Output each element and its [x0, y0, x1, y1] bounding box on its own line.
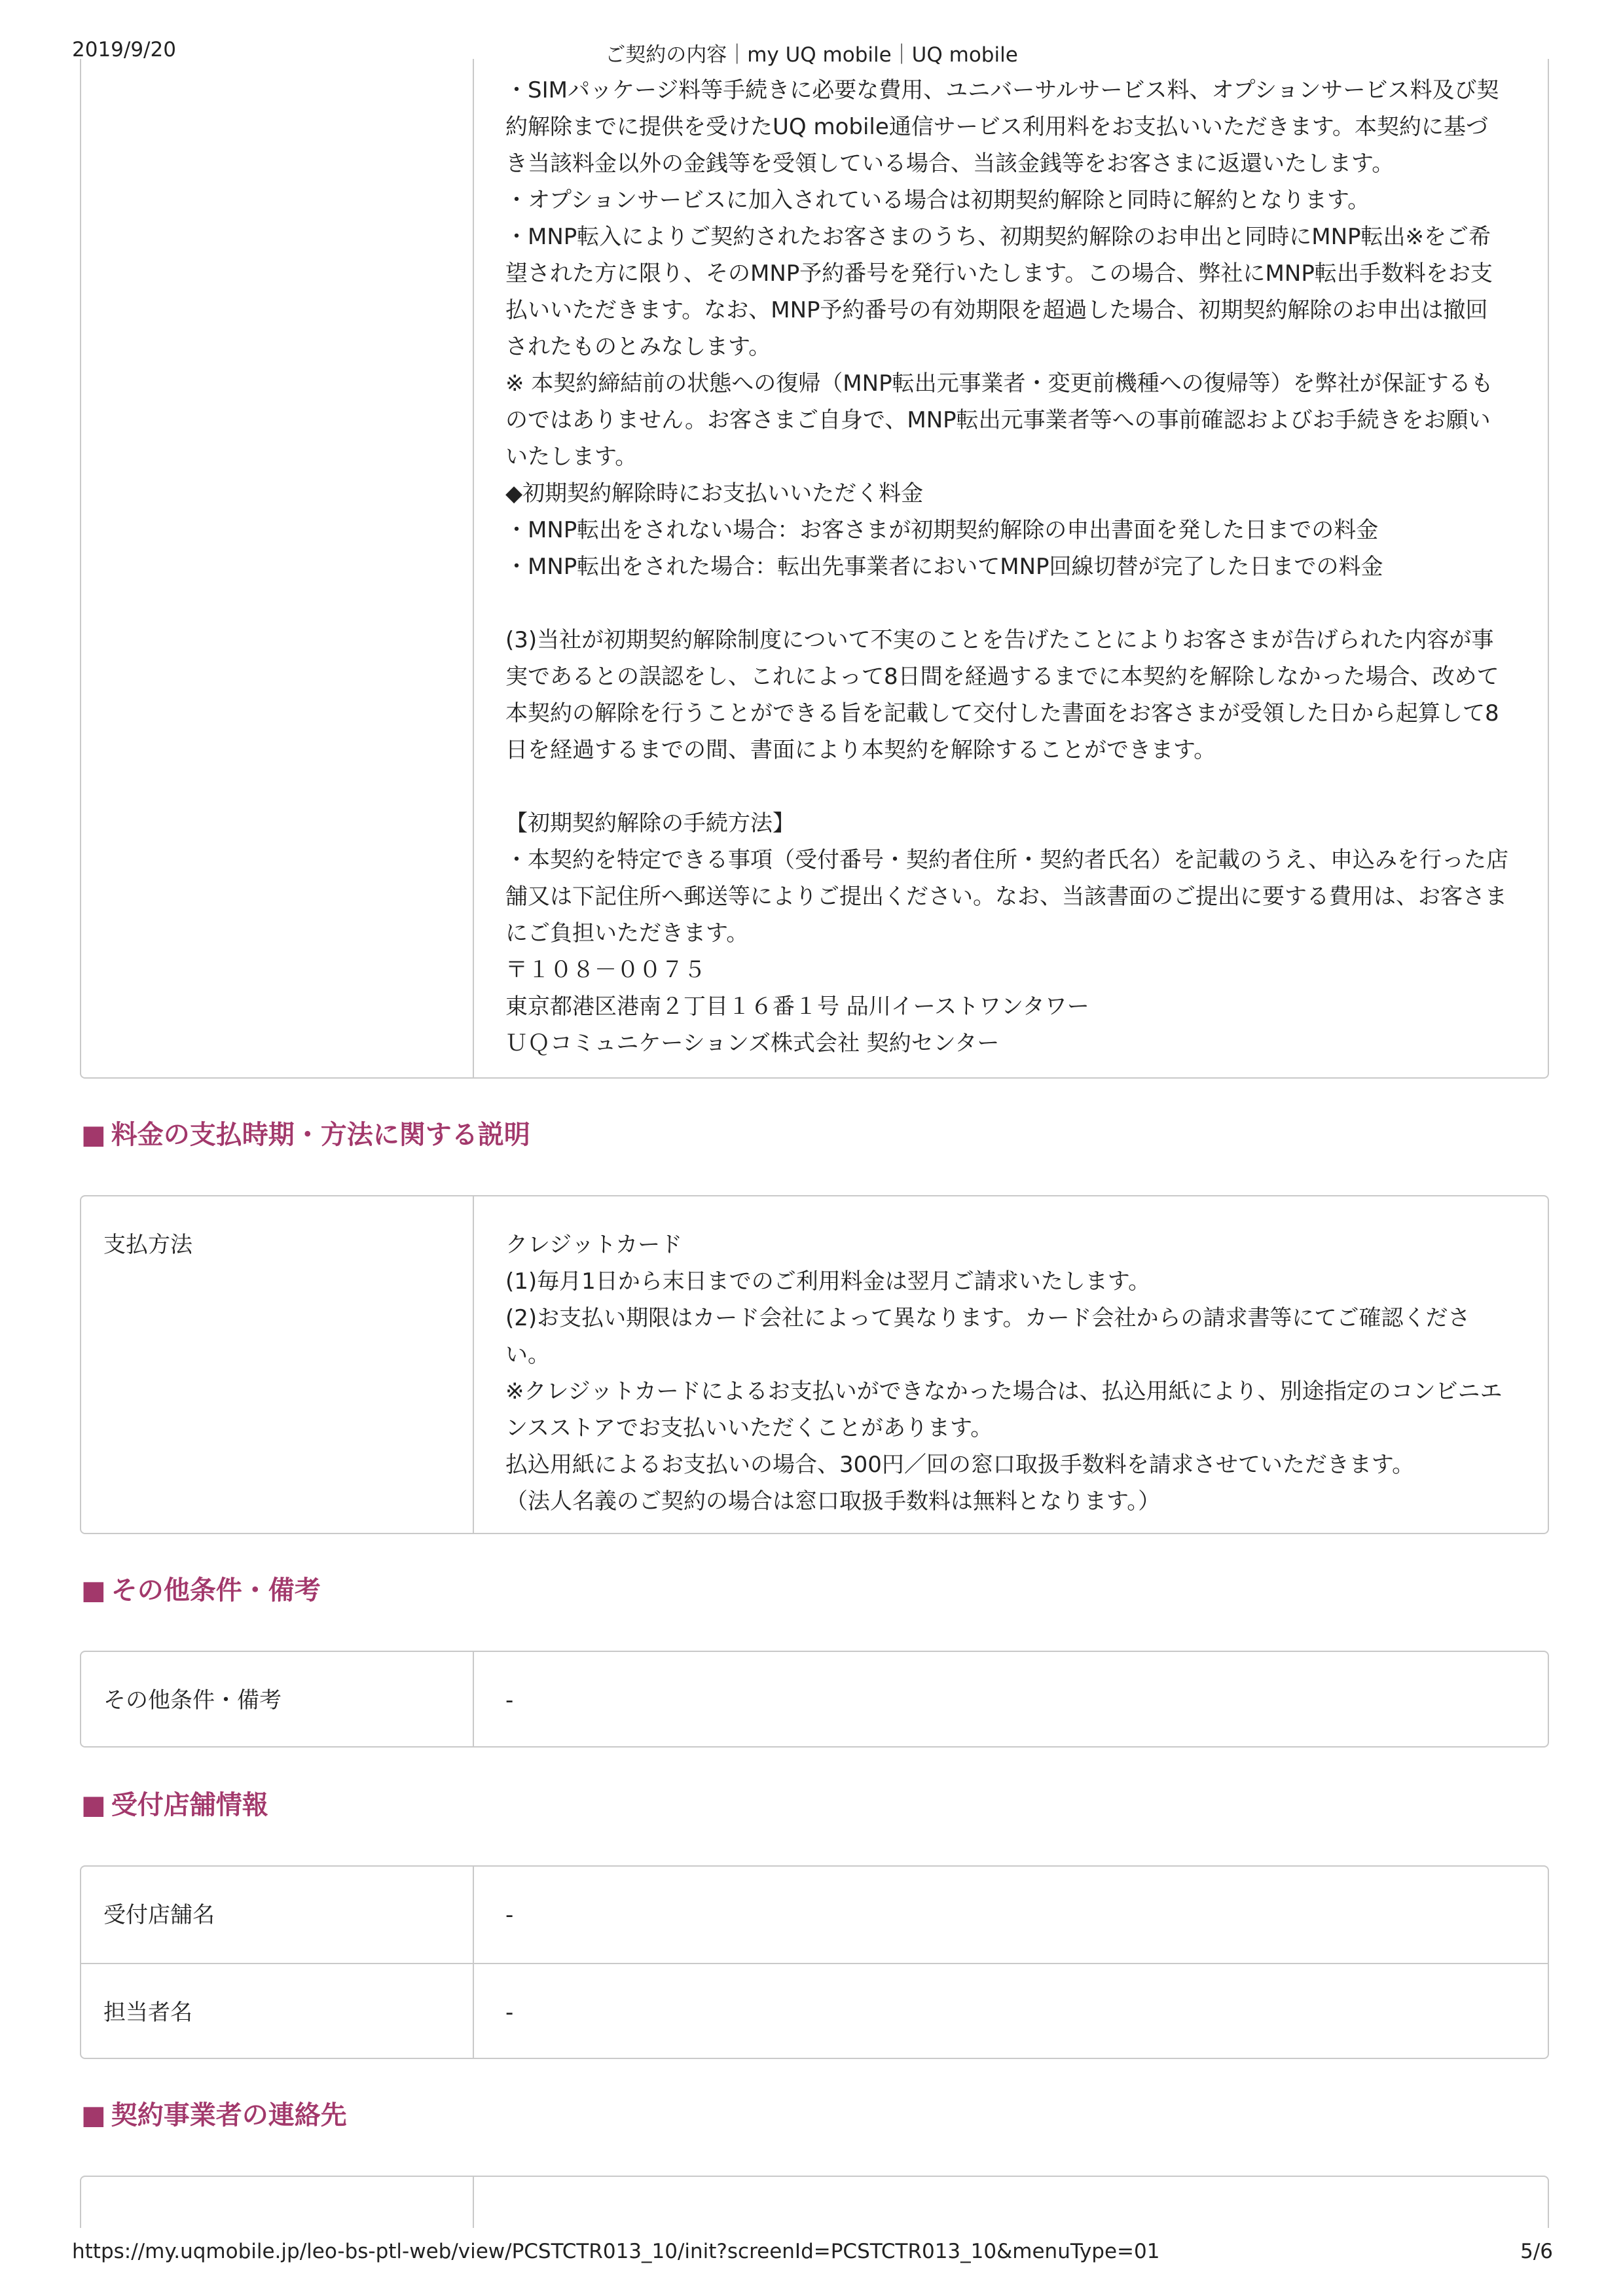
- shop-name-label: 受付店舗名: [103, 1902, 215, 1928]
- cancellation-table: [80, 59, 1549, 1079]
- contact-table: [80, 2176, 1549, 2228]
- other-value: -: [505, 1687, 514, 1713]
- cancellation-line: ・本契約を特定できる事項（受付番号・契約者住所・契約者氏名）を記載のうえ、申込みを行った店: [505, 847, 1509, 873]
- contact-label-cell: [81, 2177, 474, 2228]
- print-date: 2019/9/20: [72, 38, 176, 62]
- cancellation-line: 〒１０８－００７５: [505, 957, 706, 983]
- shop-name-label-cell: [81, 1867, 474, 1963]
- section-heading-contact: [81, 2094, 347, 2132]
- cancellation-line: 【初期契約解除の手続方法】: [505, 810, 795, 836]
- other-table: [80, 1651, 1549, 1748]
- square-bullet-icon: ■: [81, 1790, 106, 1820]
- cancellation-line: 日を経過するまでの間、書面により本契約を解除することができます。: [505, 737, 1216, 763]
- section-heading-text: その他条件・備考: [111, 1575, 321, 1605]
- page-title: ご契約の内容｜my UQ mobile｜UQ mobile: [605, 43, 1018, 67]
- cancellation-line: ※ 本契約締結前の状態への復帰（MNP転出元事業者・変更前機種への復帰等）を弊社が保証するも: [505, 370, 1493, 397]
- table-row: [81, 1867, 1548, 1963]
- cancellation-line: 約解除までに提供を受けたUQ mobile通信サービス利用料をお支払いいただきます。本契約に基づ: [505, 114, 1489, 140]
- staff-name-value: -: [505, 2000, 514, 2026]
- shop-name-value: -: [505, 1902, 514, 1928]
- staff-name-value-cell: [474, 1964, 1548, 2059]
- cancellation-line: [505, 585, 1522, 622]
- payment-label: 支払方法: [103, 1232, 192, 1258]
- cancellation-line: ◆初期契約解除時にお支払いいただく料金: [505, 480, 924, 507]
- cancellation-line: のではありません。お客さまご自身で、MNP転出元事業者等への事前確認およびお手続きをお願い: [505, 407, 1491, 433]
- other-value-cell: [474, 1652, 1548, 1746]
- cancellation-line: 払いいただきます。なお、MNP予約番号の有効期限を超過した場合、初期契約解除のお申出は撤回: [505, 297, 1488, 323]
- cancellation-line: にご負担いただきます。: [505, 920, 749, 946]
- contact-value-cell: [474, 2177, 1548, 2228]
- square-bullet-icon: ■: [81, 2100, 106, 2130]
- cancellation-line: ・MNP転入によりご契約されたお客さまのうち、初期契約解除のお申出と同時にMNP転出※をご希: [505, 224, 1491, 250]
- payment-line: （法人名義のご契約の場合は窓口取扱手数料は無料となります。）: [505, 1488, 1161, 1515]
- payment-line: ※クレジットカードによるお支払いができなかった場合は、払込用紙により、別途指定のコンビニエ: [505, 1378, 1503, 1405]
- page-url: https://my.uqmobile.jp/leo-bs-ptl-web/view/PCSTCTR013_10/init?screenId=PCSTCTR013_10&menuType=01: [72, 2240, 1160, 2263]
- payment-line: い。: [505, 1342, 550, 1368]
- payment-line: ンスストアでお支払いいただくことがあります。: [505, 1415, 993, 1441]
- shop-table: [80, 1865, 1549, 2059]
- table-row: [81, 1963, 1548, 2059]
- cancellation-line: されたものとみなします。: [505, 334, 771, 360]
- payment-line: (1)毎月1日から末日までのご利用料金は翌月ご請求いたします。: [505, 1268, 1151, 1295]
- cancellation-line: いたします。: [505, 444, 638, 470]
- payment-table: [80, 1195, 1549, 1534]
- cancellation-line: (3)当社が初期契約解除制度について不実のことを告げたことによりお客さまが告げられた内容が事: [505, 627, 1494, 653]
- cancellation-line: 望された方に限り、そのMNP予約番号を発行いたします。この場合、弊社にMNP転出手数料をお支: [505, 260, 1493, 287]
- payment-line: (2)お支払い期限はカード会社によって異なります。カード会社からの請求書等にてご確認くださ: [505, 1305, 1470, 1331]
- cancellation-line: 本契約の解除を行うことができる旨を記載して交付した書面をお客さまが受領した日から起算して8: [505, 700, 1499, 726]
- section-heading-other: [81, 1570, 321, 1607]
- square-bullet-icon: ■: [81, 1575, 106, 1605]
- cancellation-line: [505, 768, 1522, 805]
- payment-value-cell: [474, 1196, 1548, 1533]
- shop-name-value-cell: [474, 1867, 1548, 1963]
- section-heading-shop: [81, 1784, 268, 1821]
- cancellation-line: ・MNP転出をされた場合：転出先事業者においてMNP回線切替が完了した日までの料金: [505, 554, 1383, 580]
- staff-name-label-cell: [81, 1964, 474, 2059]
- cancellation-line: ＵＱコミュニケーションズ株式会社 契約センター: [505, 1030, 1000, 1056]
- other-label-cell: [81, 1652, 474, 1746]
- cancellation-line: き当該料金以外の金銭等を受領している場合、当該金銭等をお客さまに返還いたします。: [505, 151, 1395, 177]
- cancellation-label-cell: [81, 59, 474, 1077]
- payment-label-cell: [81, 1196, 474, 1533]
- cancellation-line: ・オプションサービスに加入されている場合は初期契約解除と同時に解約となります。: [505, 187, 1370, 213]
- payment-line: クレジットカード: [505, 1232, 683, 1258]
- other-label: その他条件・備考: [103, 1687, 282, 1713]
- square-bullet-icon: ■: [81, 1120, 106, 1150]
- section-heading-text: 契約事業者の連絡先: [111, 2100, 347, 2130]
- section-heading-payment: [81, 1114, 530, 1151]
- section-heading-text: 受付店舗情報: [111, 1790, 268, 1820]
- cancellation-line: 舗又は下記住所へ郵送等によりご提出ください。なお、当該書面のご提出に要する費用は、お客さま: [505, 884, 1507, 910]
- cancellation-line: 実であるとの誤認をし、これによって8日間を経過するまでに本契約を解除しなかった場合、改めて: [505, 664, 1499, 690]
- page-number: 5/6: [1520, 2240, 1553, 2263]
- cancellation-line: ・SIMパッケージ料等手続きに必要な費用、ユニバーサルサービス料、オプションサービス料及び契: [505, 77, 1499, 103]
- payment-line: 払込用紙によるお支払いの場合、300円／回の窓口取扱手数料を請求させていただきます。: [505, 1452, 1415, 1478]
- section-heading-text: 料金の支払時期・方法に関する説明: [111, 1120, 530, 1150]
- cancellation-line: ・MNP転出をされない場合：お客さまが初期契約解除の申出書面を発した日までの料金: [505, 517, 1379, 543]
- cancellation-line: 東京都港区港南２丁目１６番１号 品川イーストワンタワー: [505, 994, 1089, 1020]
- staff-name-label: 担当者名: [103, 2000, 192, 2026]
- cancellation-value-cell: [474, 59, 1548, 1077]
